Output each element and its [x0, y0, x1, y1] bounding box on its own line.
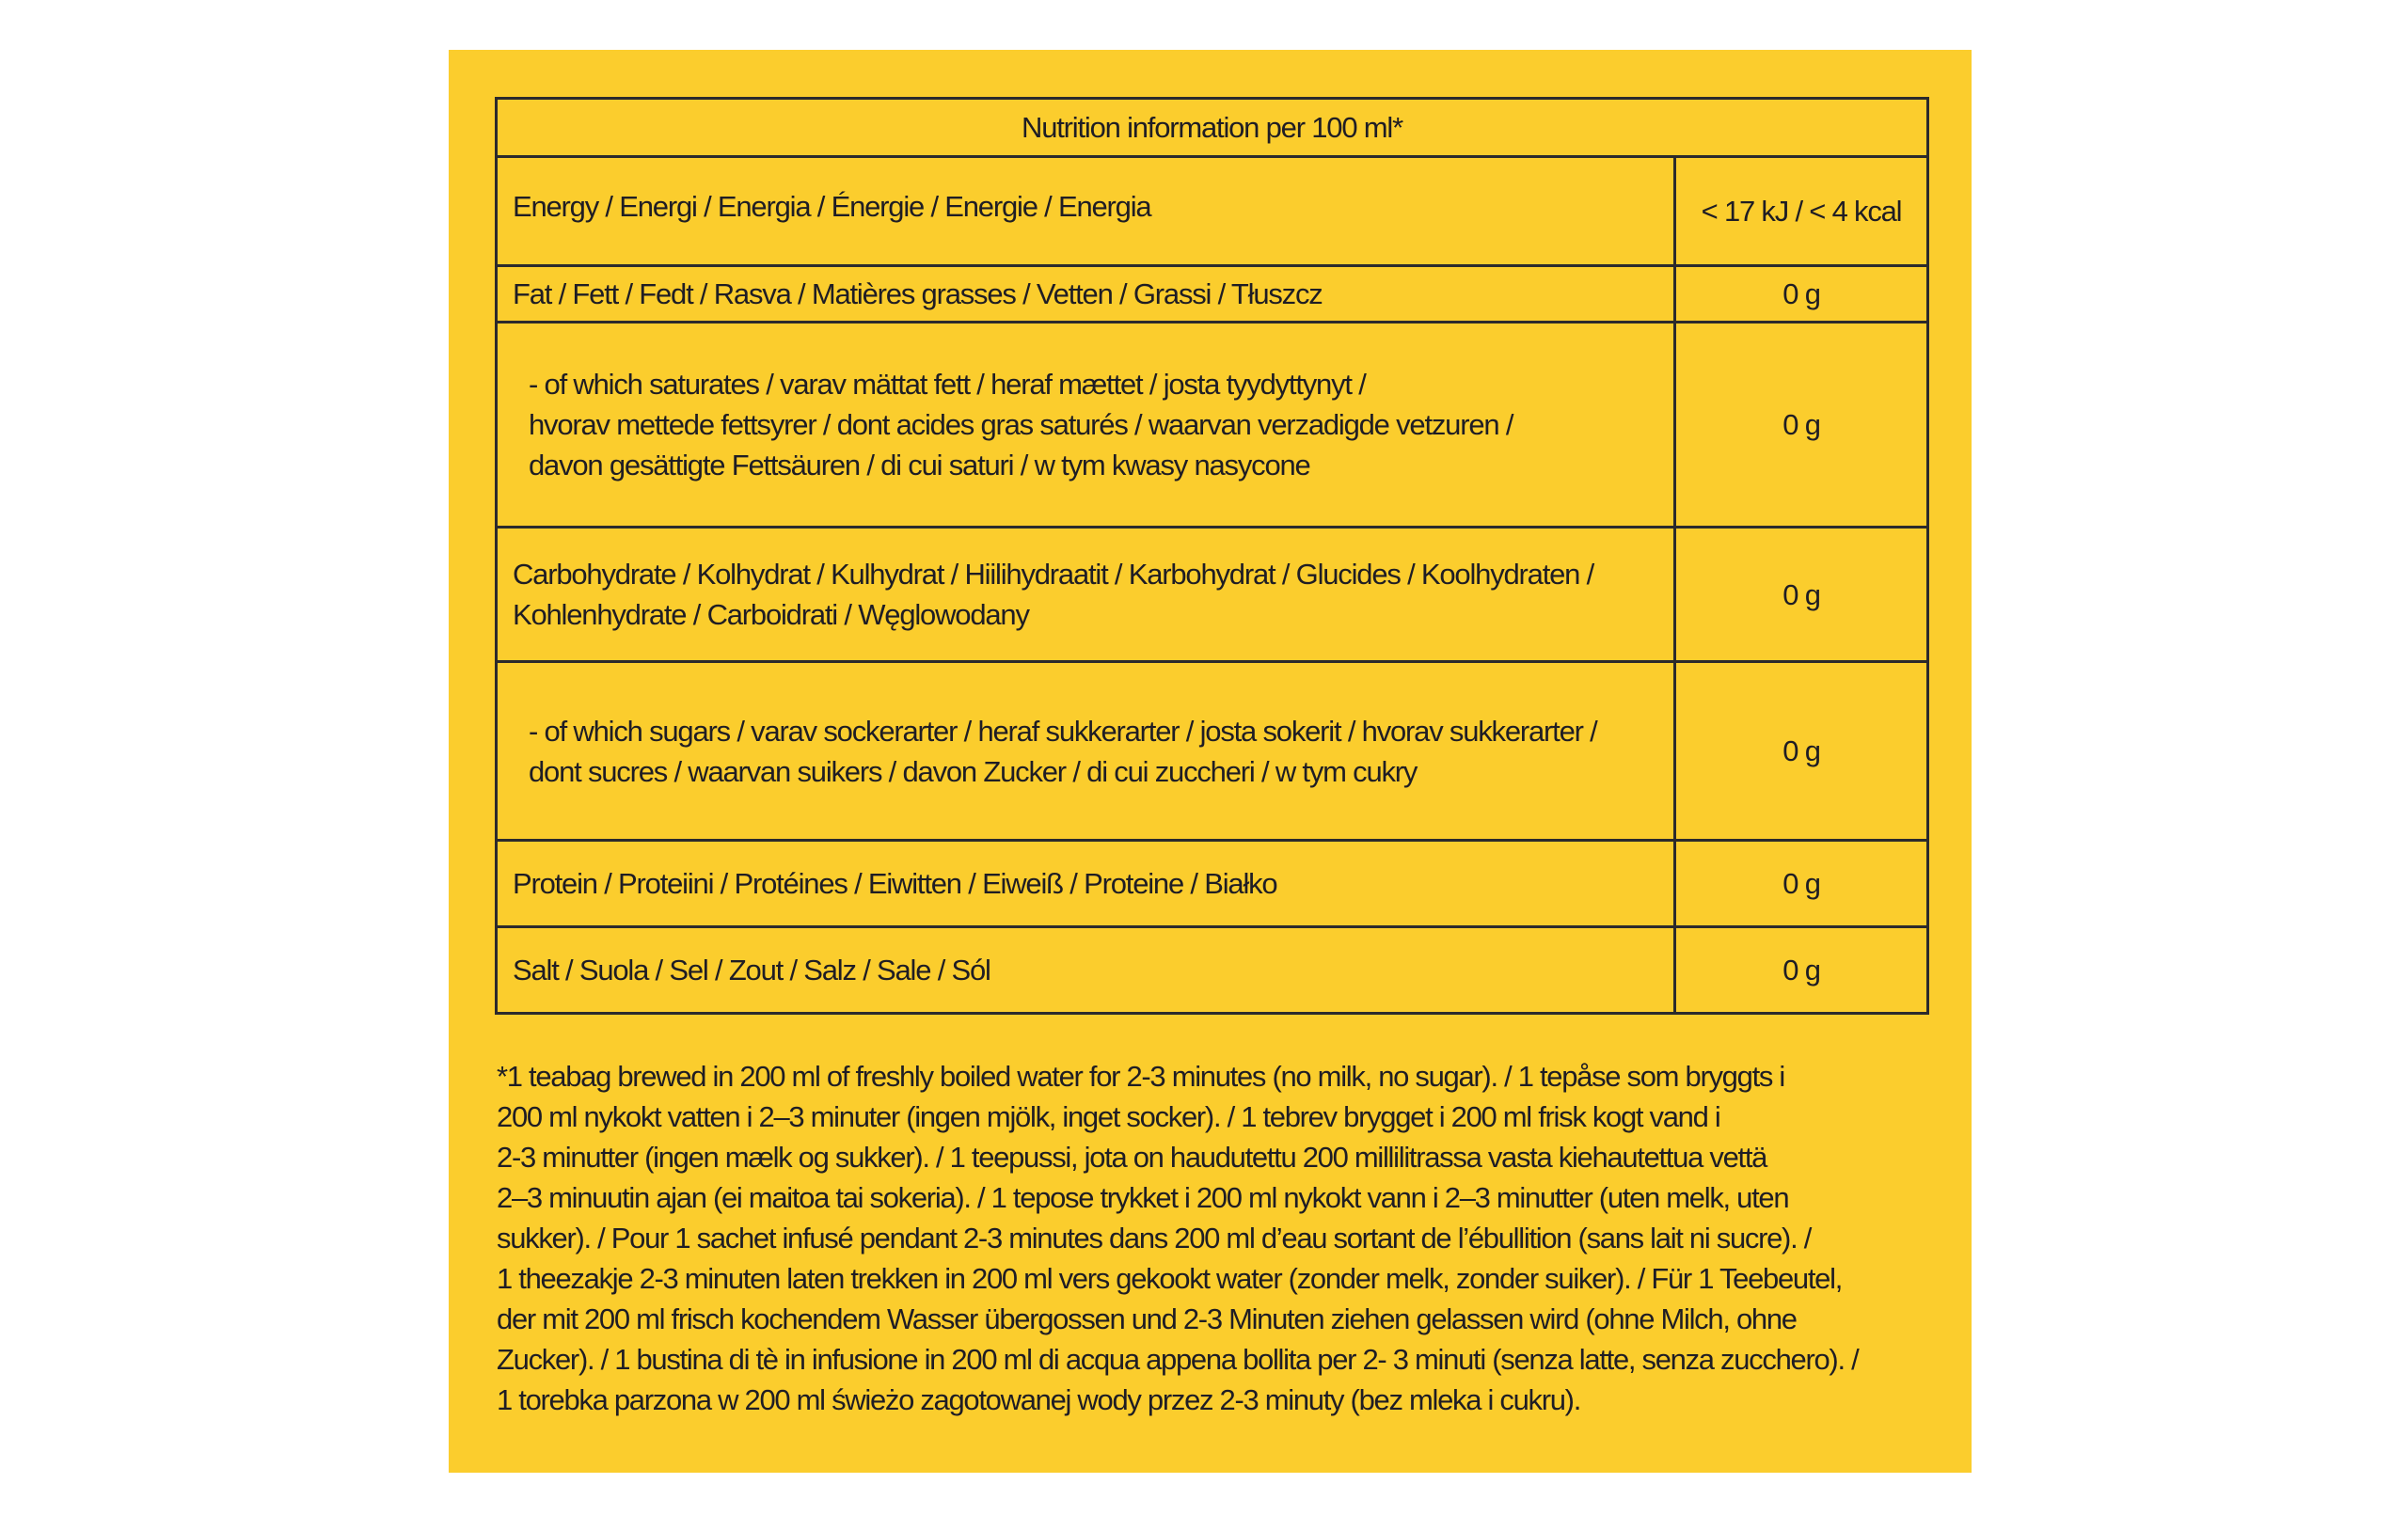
row-label-salt: Salt / Suola / Sel / Zout / Salz / Sale / Sól — [497, 927, 1675, 1014]
table-row-protein — [497, 841, 1928, 927]
table-row-sugars — [497, 662, 1928, 841]
table-row-saturates — [497, 323, 1928, 528]
preparation-footnote: *1 teabag brewed in 200 ml of freshly boiled water for 2-3 minutes (no milk, no sugar). / 1 tepåse som bryggts i 200 ml nykokt vatten i 2–3 minuter (ingen mjölk, inget socker). / 1 tebrev brygget i 200 ml frisk kogt vand i 2-3 minutter (ingen mælk og sukker). / 1 teepussi, jota on haudutettu 200 millilitrassa vasta kiehautettua vettä 2–3 minuutin ajan (ei maitoa tai sokeria). / 1 tepose trykket i 200 ml nykokt vann i 2–3 minutter (uten melk, uten sukker). / Pour 1 sachet infusé pendant 2-3 minutes dans 200 ml d’eau sortant de l’ébullition (sans lait ni sucre). / 1 theezakje 2-3 minuten laten trekken in 200 ml vers gekookt water (zonder melk, zonder suiker). / Für 1 Teebeutel, der mit 200 ml frisch kochendem Wasser übergossen und 2-3 Minuten ziehen gelassen wird (ohne Milch, ohne Zucker). / 1 bustina di tè in infusione in 200 ml di acqua appena bollita per 2- 3 minuti (senza latte, senza zucchero). / 1 torebka parzona w 200 ml świeżo zagotowanej wody przez 2-3 minuty (bez mleka i cukru). — [497, 1060, 1859, 1416]
row-value-salt: 0 g — [1675, 927, 1928, 1014]
row-value-protein: 0 g — [1675, 841, 1928, 927]
table-header-row — [497, 99, 1928, 157]
row-value-fat: 0 g — [1675, 266, 1928, 323]
row-label-protein: Protein / Proteiini / Protéines / Eiwitten / Eiweiß / Proteine / Białko — [497, 841, 1675, 927]
row-label-sugars: - of which sugars / varav sockerarter / heraf sukkerarter / josta sokerit / hvorav sukkerarter / dont sucres / waarvan suikers / davon Zucker / di cui zuccheri / w tym cukry — [497, 662, 1675, 841]
nutrition-table — [495, 97, 1929, 1015]
table-title: Nutrition information per 100 ml* — [497, 99, 1928, 157]
row-label-fat: Fat / Fett / Fedt / Rasva / Matières grasses / Vetten / Grassi / Tłuszcz — [497, 266, 1675, 323]
row-value-energy: < 17 kJ / < 4 kcal — [1675, 157, 1928, 266]
nutrition-label-panel — [449, 50, 1972, 1473]
table-row-carbohydrate — [497, 528, 1928, 662]
row-label-energy: Energy / Energi / Energia / Énergie / Energie / Energia — [497, 157, 1675, 266]
row-label-saturates: - of which saturates / varav mättat fett / heraf mættet / josta tyydyttynyt / hvorav mettede fettsyrer / dont acides gras saturés / waarvan verzadigde vetzuren / davon gesättigte Fettsäuren / di cui saturi / w tym kwasy nasycone — [497, 323, 1675, 528]
row-value-carbohydrate: 0 g — [1675, 528, 1928, 662]
table-row-fat — [497, 266, 1928, 323]
table-row-salt — [497, 927, 1928, 1014]
row-value-saturates: 0 g — [1675, 323, 1928, 528]
row-value-sugars: 0 g — [1675, 662, 1928, 841]
row-label-carbohydrate: Carbohydrate / Kolhydrat / Kulhydrat / Hiilihydraatit / Karbohydrat / Glucides / Koolhydraten / Kohlenhydrate / Carboidrati / Węglowodany — [497, 528, 1675, 662]
table-row-energy — [497, 157, 1928, 266]
